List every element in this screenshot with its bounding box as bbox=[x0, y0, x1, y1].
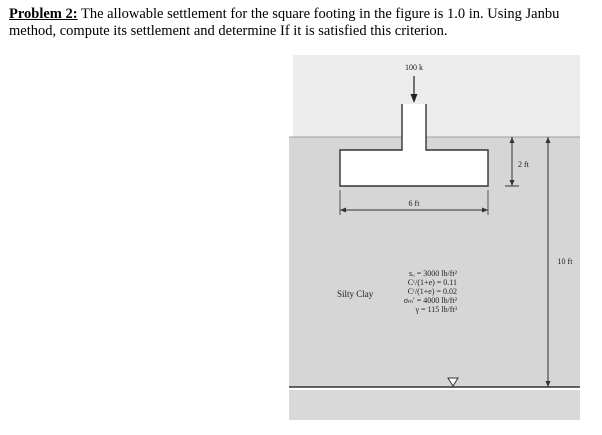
base-layer bbox=[289, 390, 580, 420]
problem-heading: Problem 2: bbox=[9, 6, 78, 22]
column bbox=[403, 104, 425, 151]
problem-text: The allowable settlement for the square footing in the figure is 1.0 in. Using Janbu method, compute its settlement and determine If it is satisfied this criterion. bbox=[9, 6, 560, 39]
soil-label: Silty Clay bbox=[337, 289, 374, 299]
property-undrained-strength: sᵤ = 3000 lb/ft² bbox=[409, 269, 457, 278]
width-label: 6 ft bbox=[408, 199, 420, 208]
property-recompression-index: Cʳ/(1+e) = 0.02 bbox=[407, 287, 457, 296]
property-compression-index: Cᶜ/(1+e) = 0.11 bbox=[407, 278, 457, 287]
property-preconsolidation-stress: σₘ′ = 4000 lb/ft² bbox=[403, 296, 457, 305]
load-label: 100 k bbox=[405, 63, 423, 72]
property-unit-weight: γ = 115 lb/ft³ bbox=[415, 305, 457, 314]
figure-background bbox=[293, 55, 580, 137]
layer-thickness-label: 10 ft bbox=[557, 257, 573, 266]
depth-label: 2 ft bbox=[518, 160, 529, 169]
